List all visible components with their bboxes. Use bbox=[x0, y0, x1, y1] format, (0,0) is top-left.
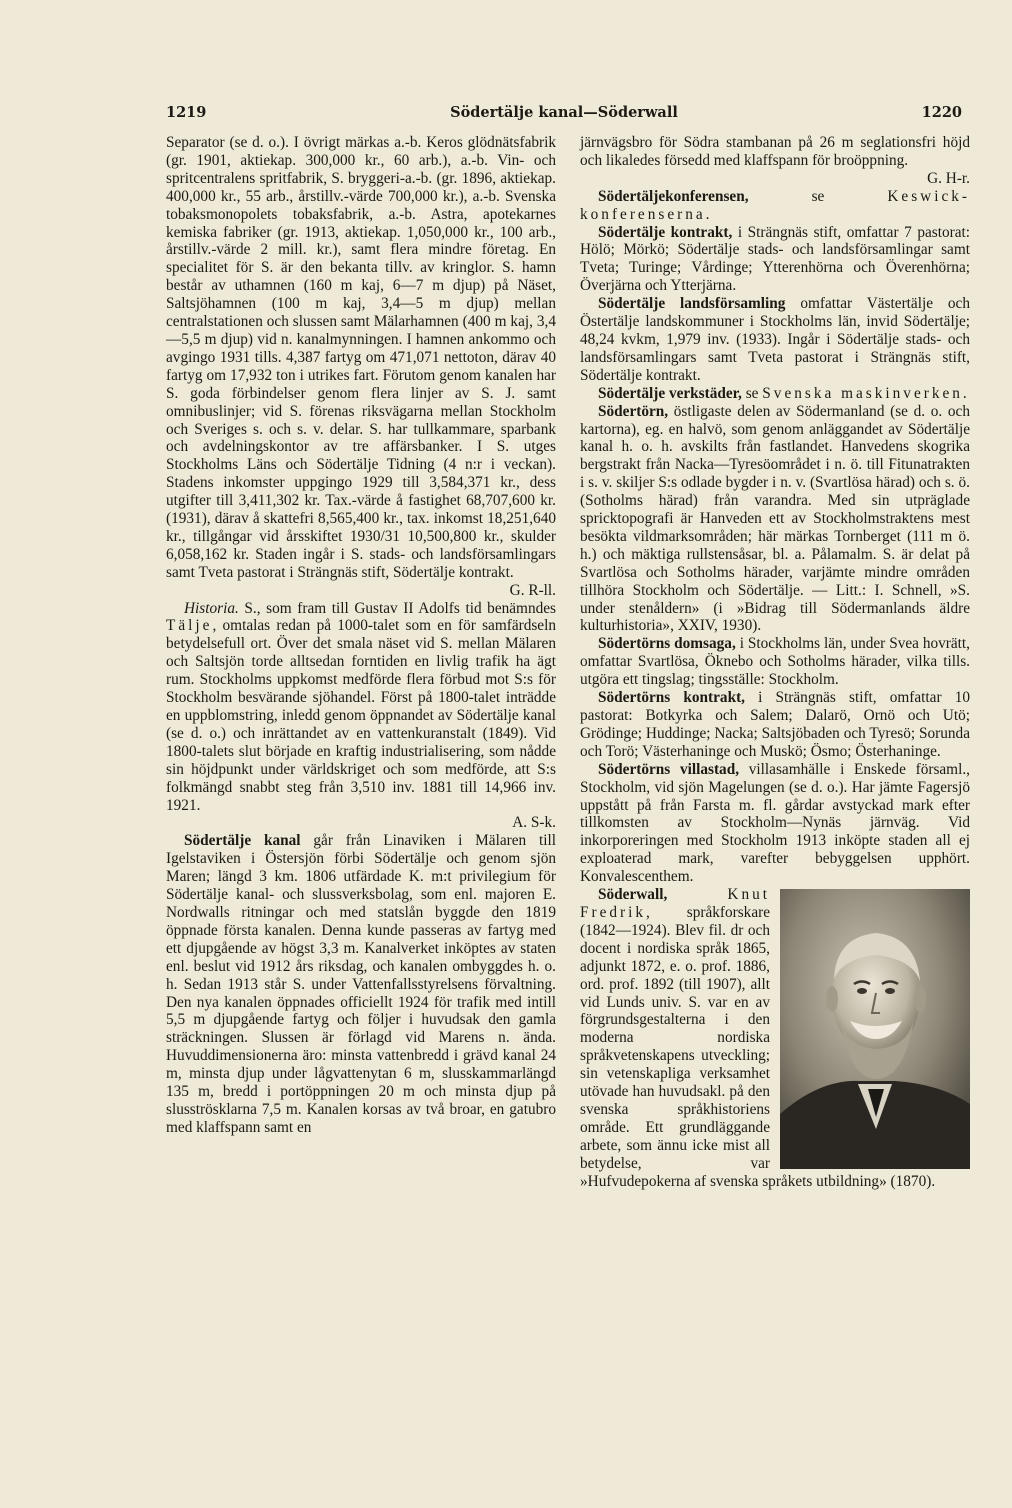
entry-text: i Strängnäs stift, omfattar 10 pastorat: Botkyrka och Salem; Dalarö, Ornö och Utö; Grödinge; Huddinge; Nacka; Saltsjöbaden och Tyresö; Sorunda och Torö; Västerhaninge och Muskö; Ösmo; Österhaninge. bbox=[580, 689, 970, 760]
entry-sodertaljekonferensen bbox=[580, 188, 970, 224]
section-label: Historia. bbox=[184, 599, 239, 617]
page-number-right: 1220 bbox=[921, 104, 962, 121]
entry-text: villasamhälle i Enskede församl., Stockholm, vid sjön Magelungen (se d. o.). Har jämte Fagersjö uppstått på från Farsta m. fl. gårdar avstyckad mark efter tillkomsten av Stockholm—Nynäs järnväg. Vid inkorporeringen med Stockholm 1913 inköpte staden all ej exploaterad mark, varefter bebyggelsen upphört. Konvalescenthem. bbox=[580, 760, 970, 886]
entry-sodertorns-kontrakt bbox=[580, 689, 970, 761]
entry-text: språkforskare (1842—1924). Blev fil. dr och docent i nordiska språk 1865, adjunkt 1872, e. o. prof. 1886, ord. prof. 1892 (till 1907), allt vid Lunds univ. S. var en av förgrundsgestalterna i den moderna nordiska språkvetenskapens utveckling; sin vetenskapliga verksamhet utövade han huvudsakl. på den svenska språkhistoriens område. Ett grundläggande arbete, som ännu icke mist all betydelse, var »Hufvudepokerna af svenska språkets utbildning» (1870). bbox=[580, 903, 936, 1190]
headword: Södertörns domsaga, bbox=[598, 635, 736, 653]
headword: Södertäljekonferensen, bbox=[598, 187, 749, 205]
entry-text: i Strängnäs stift, omfattar 7 pastorat: Hölö; Mörkö; Södertälje stads- och landsförsamlingar samt Tveta; Turinge; Vårdinge; Ytterenhörna och Överenhörna; Överjärna och Ytterjärna. bbox=[580, 223, 970, 295]
cross-reference: Keswick-konferenserna. bbox=[580, 187, 970, 223]
entry-text: järnvägsbro för Södra stambanan på 26 m seglationsfri höjd och likaledes försedd med klaffspann för broöppning. bbox=[580, 134, 970, 169]
entry-sodertorns-villastad bbox=[580, 761, 970, 886]
entry-text: i Stockholms län, under Svea hovrätt, omfattar Svartlösa, Öknebo och Sotholms härader, vilka tills. utgöra ett tingslag; tingsställe: Stockholm. bbox=[580, 635, 970, 689]
person-name: Knut Fredrik, bbox=[580, 886, 770, 921]
spaced-name: Tälje bbox=[166, 617, 213, 635]
headword: Södertälje landsförsamling bbox=[598, 295, 786, 313]
entry-text: , omtalas redan på 1000-talet som en för samfärdseln betydelsefull ort. Över det smala näset vid S. mellan Mälaren och Saltsjön torde alltsedan forntiden en livlig trafik ha ägt rum. Stockholms uppkomst medförde flera förbud mot S:s för Stockholm besvärande sjöhandel. Först på 1800-talet inträdde en uppblomstring, inledd genom öppnandet av Södertälje kanal (se d. o.) och inrättandet av en vattenkuranstalt (1849). Vid 1800-talets slut började en kraftig industrialisering, som nådde sin höjdpunkt under världskriget och som medförde, att S:s folkmängd snabbt steg från 3,510 inv. 1881 till 14,966 inv. 1921. bbox=[166, 617, 556, 814]
headword: Södertälje kontrakt, bbox=[598, 223, 733, 241]
entry-kanal-continued bbox=[580, 134, 970, 170]
entry-sodertorns-domsaga bbox=[580, 635, 970, 689]
signature: G. R-ll. bbox=[509, 581, 556, 599]
column-left bbox=[166, 134, 556, 1137]
headword: Södertälje verkstäder, bbox=[598, 384, 742, 402]
entry-sodertalje-history bbox=[166, 600, 556, 815]
cross-reference: Svenska maskinverken. bbox=[762, 384, 970, 402]
headword: Söderwall, bbox=[598, 886, 668, 904]
entry-text: se bbox=[748, 187, 888, 205]
headword: Södertörns kontrakt, bbox=[598, 689, 745, 707]
entry-text: se bbox=[741, 384, 763, 402]
column-right bbox=[580, 134, 970, 1190]
page-number-left: 1219 bbox=[166, 104, 207, 121]
headword: Södertörn, bbox=[598, 402, 669, 420]
entry-text: går från Linaviken i Mälaren till Igelstaviken i Östersjön förbi Södertälje och genom sjön Maren; längd 3 km. 1806 utfärdade K. m:t privilegium för Södertälje kanal- och slussverksbolag, som enl. majoren E. Nordwalls ritningar och med statslån byggde den 1819 öppnade första kanalen. Denna kunde passeras av fartyg med ett djupgående av högst 3,3 m. Kanalverket inköptes av staten enl. beslut vid 1912 års riksdag, och kanalen ombyggdes h. o. h. Sedan 1913 står S. under Vattenfallsstyrelsens förvaltning. Den nya kanalen öppnades officiellt 1924 för trafik med intill 5,5 m djupgående fartyg och följer i huvudsak den gamla sträckningen. Slussen är förlagd vid Marens n. ända. Huvuddimensionerna äro: minsta vattenbredd i grävd kanal 24 m, minsta djup under lågvattenytan 6 m, slusskammarlängd 135 m, bredd i portöppningen 20 m och minsta djup på slusströsklarna 7,5 m. Kanalen korsas av två broar, en gatubro med klaffspann samt en bbox=[166, 832, 556, 1136]
signature: G. H-r. bbox=[927, 169, 970, 187]
entry-sodertalje-economy bbox=[166, 134, 556, 582]
entry-soderwall bbox=[580, 886, 970, 1190]
entry-text: omfattar Västertälje och Östertälje landskommuner i Stockholms län, invid Södertälje; 48,24 kvkm, 1,979 inv. (1933). Ingår i Södertälje stads- och landsförsamlingars samt Tveta pastorat i Strängnäs stift, Södertälje kontrakt. bbox=[580, 295, 970, 384]
entry-sodertalje-landsforsamling bbox=[580, 295, 970, 385]
entry-sodertalje-verkstader bbox=[580, 385, 970, 403]
signature: A. S-k. bbox=[512, 814, 556, 832]
entry-text: Separator (se d. o.). I övrigt märkas a.-b. Keros glödnätsfabrik (gr. 1901, aktiekap. 300,000 kr., 60 arb.), a.-b. Vin- och spritcentralens spritfabrik, S. bryggeri-a.-b. (gr. 1896, aktiekap. 400,000 kr., 55 arb., årstillv.-värde 700,000 kr.), a.-b. Svenska tobaksmonopolets tobaksfabrik, a.-b. Astra, apotekarnes kemiska fabriker (gr. 1913, aktiekap. 1,050,000 kr., 100 arb., årstillv.-värde 2 mill. kr.), samt flera mindre företag. En specialitet för S. är den bekanta tillv. av kringlor. S. hamn består av uthamnen (160 m kaj, 6—7 m djup) på Näset, Saltsjöhamnen (100 m kaj, 3,4—5 m djup) mellan centralstationen och slussen samt Mälarhamnen (400 m kaj, 3,4—5,5 m djup) vid n. kanalmynningen. I hamnen ankommo och avgingo 1931 tills. 4,387 fartyg om 471,071 nettoton, därav 40 fartyg om 17,932 ton i utrikes fart. Förutom genom kanalen har S. goda förbindelser genom flera linjer av S. J. samt omnibuslinjer; vid S. förenas riksvägarna mellan Stockholm och Sveriges s. och s. v. delar. S. har tullkammare, sparbank och avdelningskontor av tre affärsbanker. I S. utges Stockholms Läns och Södertälje Tidning (4 n:r i veckan). Stadens inkomster uppgingo 1929 till 3,584,371 kr., dess utgifter till 3,411,302 kr. Tax.-värde å fastighet 68,707,600 kr. (1931), därav å skattefri 8,565,400 kr., tax. inkomst 18,251,640 kr., tillgångar vid årsskiftet 1930/31 10,500,800 kr., skulder 6,058,162 kr. Staden ingår i S. stads- och landsförsamlingars samt Tveta pastorat i Strängnäs stift, Södertälje kontrakt. bbox=[166, 134, 556, 581]
portrait-image bbox=[780, 889, 970, 1169]
entry-sodertorn bbox=[580, 403, 970, 636]
running-header bbox=[166, 104, 962, 126]
entry-sodertalje-kanal bbox=[166, 832, 556, 1136]
header-title: Södertälje kanal—Söderwall bbox=[450, 104, 678, 121]
entry-text: östligaste delen av Södermanland (se d. o. och kartorna), eg. en halvö, som genom anläggandet av Södertälje kanal h. o. h. avskilts från fastlandet. Hanvedens skogrika bergstrakt från Nacka—Tyresöområdet i n. ö. till Fitunatrakten i s. v. skiljer S:s odlade bygder i n. v. (Svartlösa härad) och s. ö. (Sotholms härad) från varandra. Med sin utpräglade spricktopografi är Hanveden ett av Stockholmstraktens mest besökta vildmarksområden; här märkas Tornberget (111 m ö. h.) och mäktiga rullstensåsar, bl. a. Pålamalm. S. är delat på Svartlösa och Sotholms härader, varjämte mindre områden tillhöra Stockholm och Södertälje. — Litt.: I. Schnell, »S. under stenåldern» (i »Bidrag till Södermanlands äldre kulturhistoria», XXIV, 1930). bbox=[580, 402, 970, 635]
entry-sodertalje-kontrakt bbox=[580, 224, 970, 296]
headword: Södertörns villastad, bbox=[598, 760, 740, 778]
entry-text: S., som fram till Gustav II Adolfs tid benämndes bbox=[238, 599, 556, 617]
headword: Södertälje kanal bbox=[184, 832, 301, 850]
